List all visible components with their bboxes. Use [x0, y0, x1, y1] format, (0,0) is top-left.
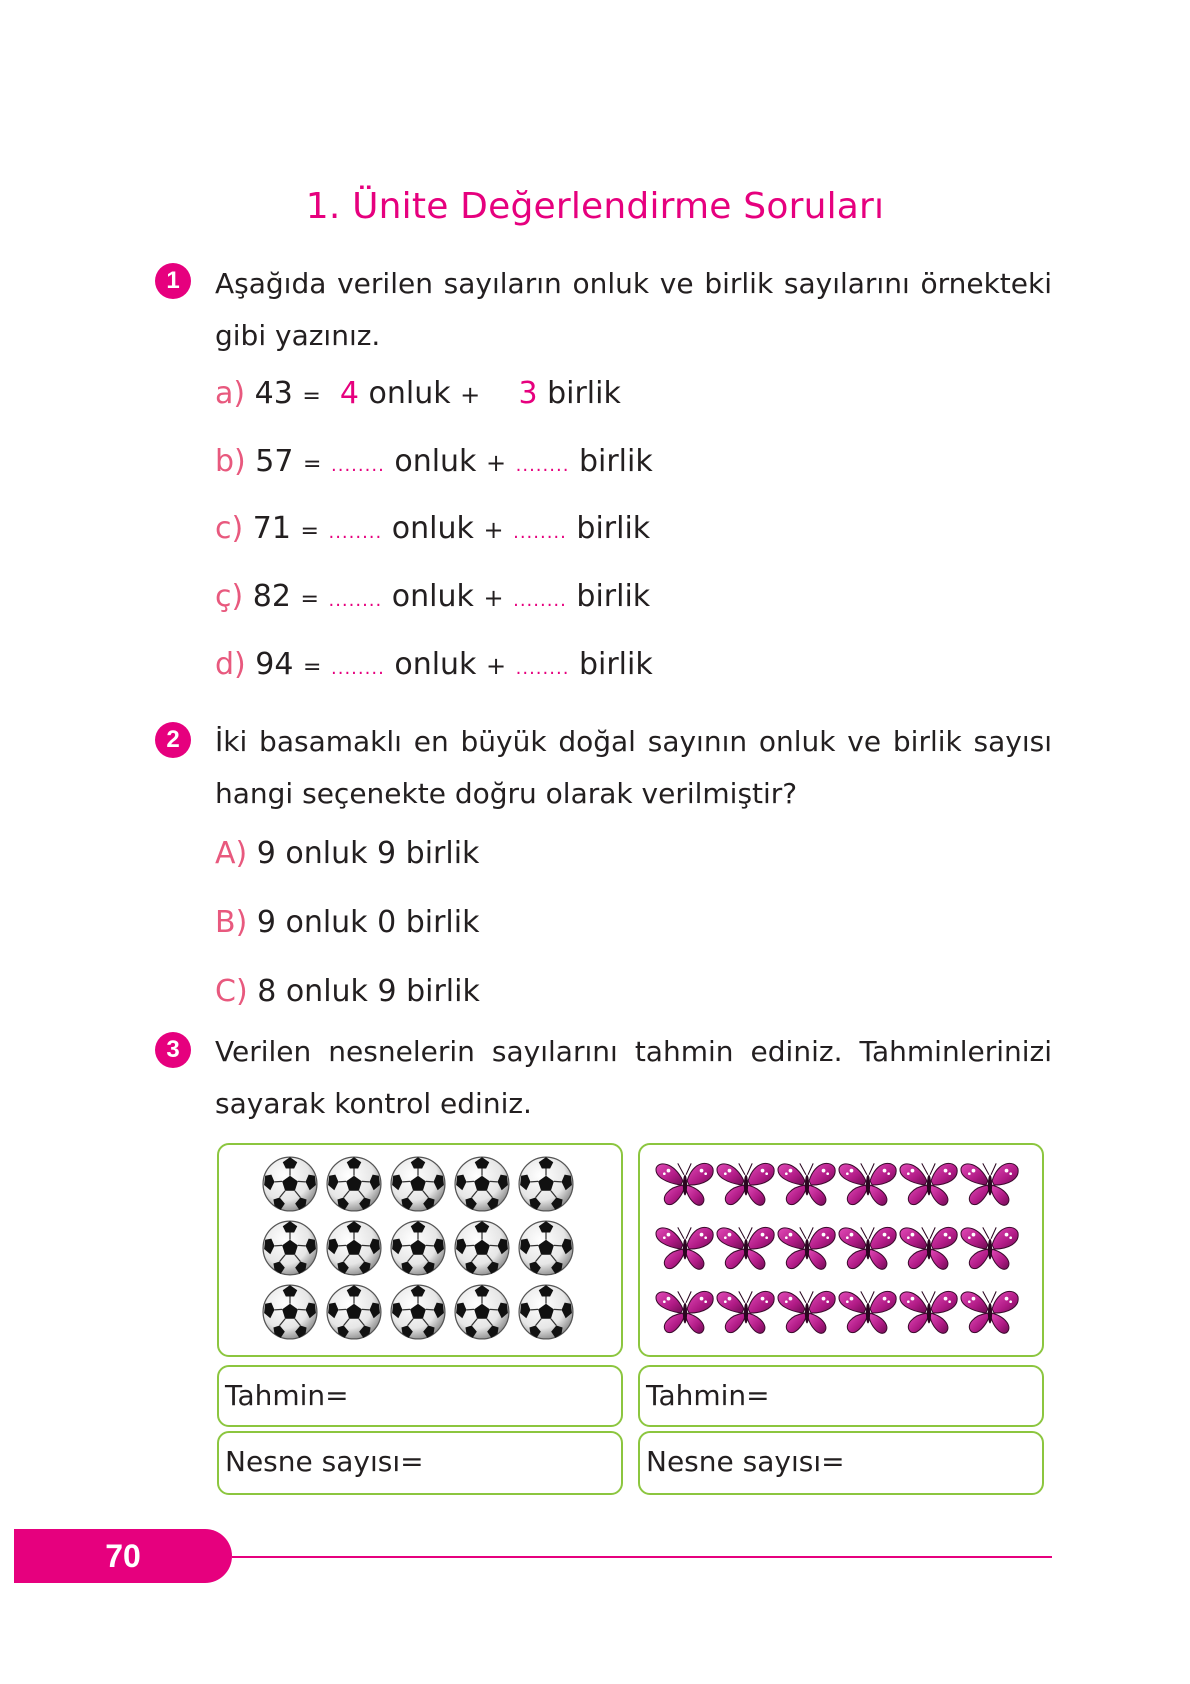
- question-1-text: Aşağıda verilen sayıların onluk ve birlik sayılarını örnekteki gibi yazınız.: [215, 267, 1052, 352]
- soccer-ball-icon: [263, 1285, 317, 1339]
- soccer-ball-icon: [391, 1157, 445, 1211]
- soccer-ball-icon: [327, 1157, 381, 1211]
- count-field-butterflies[interactable]: Nesne sayısı=: [638, 1431, 1044, 1495]
- equals-sign: =: [303, 655, 322, 680]
- question-3-text: Verilen nesnelerin sayılarını tahmin ediniz. Tahminlerinizi sayarak kontrol ediniz.: [215, 1035, 1052, 1120]
- item-row-c-cedilla: [215, 579, 650, 614]
- question-number-1: 1: [155, 263, 191, 299]
- equals-sign: =: [303, 452, 322, 477]
- tens-word: onluk: [368, 376, 451, 411]
- tens-blank[interactable]: ........: [328, 590, 383, 611]
- butterfly-icon: [961, 1227, 1018, 1269]
- item-number: 57: [255, 444, 294, 479]
- soccer-ball-icon: [455, 1221, 509, 1275]
- butterfly-icon: [778, 1163, 835, 1205]
- soccer-ball-icon: [519, 1221, 573, 1275]
- soccer-ball-icon: [519, 1285, 573, 1339]
- plus-sign: +: [485, 449, 507, 477]
- item-label: d): [215, 647, 246, 682]
- option-label: C): [215, 974, 248, 1009]
- equals-sign: =: [302, 384, 321, 409]
- butterfly-icon: [656, 1227, 713, 1269]
- tens-blank[interactable]: ........: [328, 522, 383, 543]
- option-text: 9 onluk 0 birlik: [256, 905, 480, 940]
- option-a[interactable]: [215, 836, 479, 871]
- example-row: [215, 376, 621, 411]
- page-number: 70: [14, 1529, 232, 1583]
- soccer-ball-icon: [327, 1221, 381, 1275]
- ones-blank[interactable]: ........: [515, 658, 570, 679]
- ones-blank[interactable]: ........: [513, 522, 567, 543]
- question-number-2: 2: [155, 722, 191, 758]
- plus-sign: +: [483, 516, 504, 544]
- soccer-ball-icon: [327, 1285, 381, 1339]
- item-number: 94: [255, 647, 294, 682]
- item-number: 71: [252, 511, 291, 546]
- ones-blank[interactable]: ........: [513, 590, 567, 611]
- example-ones: 3: [518, 376, 538, 411]
- equals-sign: =: [300, 587, 319, 612]
- tens-word: onluk: [394, 444, 477, 479]
- soccer-ball-icon: [519, 1157, 573, 1211]
- butterfly-grid: [638, 1143, 1044, 1357]
- soccer-ball-grid: [217, 1143, 623, 1357]
- option-text: 8 onluk 9 birlik: [257, 974, 480, 1009]
- question-2-text: İki basamaklı en büyük doğal sayının onluk ve birlik sayısı hangi seçenekte doğru olarak verilmiştir?: [215, 725, 1052, 810]
- soccer-ball-icon: [455, 1157, 509, 1211]
- soccer-ball-icon: [263, 1221, 317, 1275]
- plus-sign: +: [460, 381, 481, 409]
- question-number-3: 3: [155, 1032, 191, 1068]
- ones-word: birlik: [578, 647, 653, 682]
- butterfly-icon: [656, 1163, 713, 1205]
- butterfly-panel: [638, 1143, 1044, 1357]
- option-b[interactable]: [215, 905, 479, 940]
- butterfly-icon: [717, 1227, 774, 1269]
- butterfly-icon: [900, 1291, 957, 1333]
- tens-blank[interactable]: ........: [331, 658, 385, 679]
- item-label: ç): [215, 579, 244, 614]
- butterfly-icon: [839, 1291, 896, 1333]
- item-number: 43: [254, 376, 293, 411]
- soccer-ball-icon: [455, 1285, 509, 1339]
- tens-word: onluk: [394, 647, 477, 682]
- page-title: 1. Ünite Değerlendirme Soruları: [305, 186, 885, 227]
- butterfly-icon: [961, 1291, 1018, 1333]
- butterfly-icon: [839, 1227, 896, 1269]
- equals-sign: =: [300, 519, 319, 544]
- ones-word: birlik: [578, 444, 653, 479]
- item-number: 82: [252, 579, 291, 614]
- item-row-c: [215, 511, 650, 546]
- ones-blank[interactable]: ........: [515, 455, 570, 476]
- butterfly-icon: [656, 1291, 713, 1333]
- option-label: B): [215, 905, 248, 940]
- option-label: A): [215, 836, 248, 871]
- soccer-ball-icon: [263, 1157, 317, 1211]
- ones-word: birlik: [576, 511, 651, 546]
- tens-word: onluk: [391, 579, 474, 614]
- item-row-d: [215, 647, 653, 682]
- plus-sign: +: [483, 584, 504, 612]
- butterfly-icon: [717, 1291, 774, 1333]
- footer-divider: [232, 1556, 1052, 1558]
- ones-word: birlik: [547, 376, 621, 411]
- estimate-field-butterflies[interactable]: Tahmin=: [638, 1365, 1044, 1427]
- butterfly-icon: [839, 1163, 896, 1205]
- butterfly-icon: [900, 1227, 957, 1269]
- butterfly-icon: [961, 1163, 1018, 1205]
- soccer-ball-panel: [217, 1143, 623, 1357]
- tens-word: onluk: [391, 511, 474, 546]
- example-tens: 4: [339, 376, 359, 411]
- option-text: 9 onluk 9 birlik: [256, 836, 480, 871]
- butterfly-icon: [900, 1163, 957, 1205]
- item-label: a): [215, 376, 246, 411]
- item-label: c): [215, 511, 244, 546]
- item-row-b: [215, 444, 653, 479]
- butterfly-icon: [778, 1227, 835, 1269]
- item-label: b): [215, 444, 246, 479]
- butterfly-icon: [778, 1291, 835, 1333]
- option-c[interactable]: [215, 974, 480, 1009]
- plus-sign: +: [485, 652, 507, 680]
- soccer-ball-icon: [391, 1285, 445, 1339]
- estimate-field-balls[interactable]: Tahmin=: [217, 1365, 623, 1427]
- soccer-ball-icon: [391, 1221, 445, 1275]
- ones-word: birlik: [576, 579, 651, 614]
- count-field-balls[interactable]: Nesne sayısı=: [217, 1431, 623, 1495]
- tens-blank[interactable]: ........: [331, 455, 385, 476]
- butterfly-icon: [717, 1163, 774, 1205]
